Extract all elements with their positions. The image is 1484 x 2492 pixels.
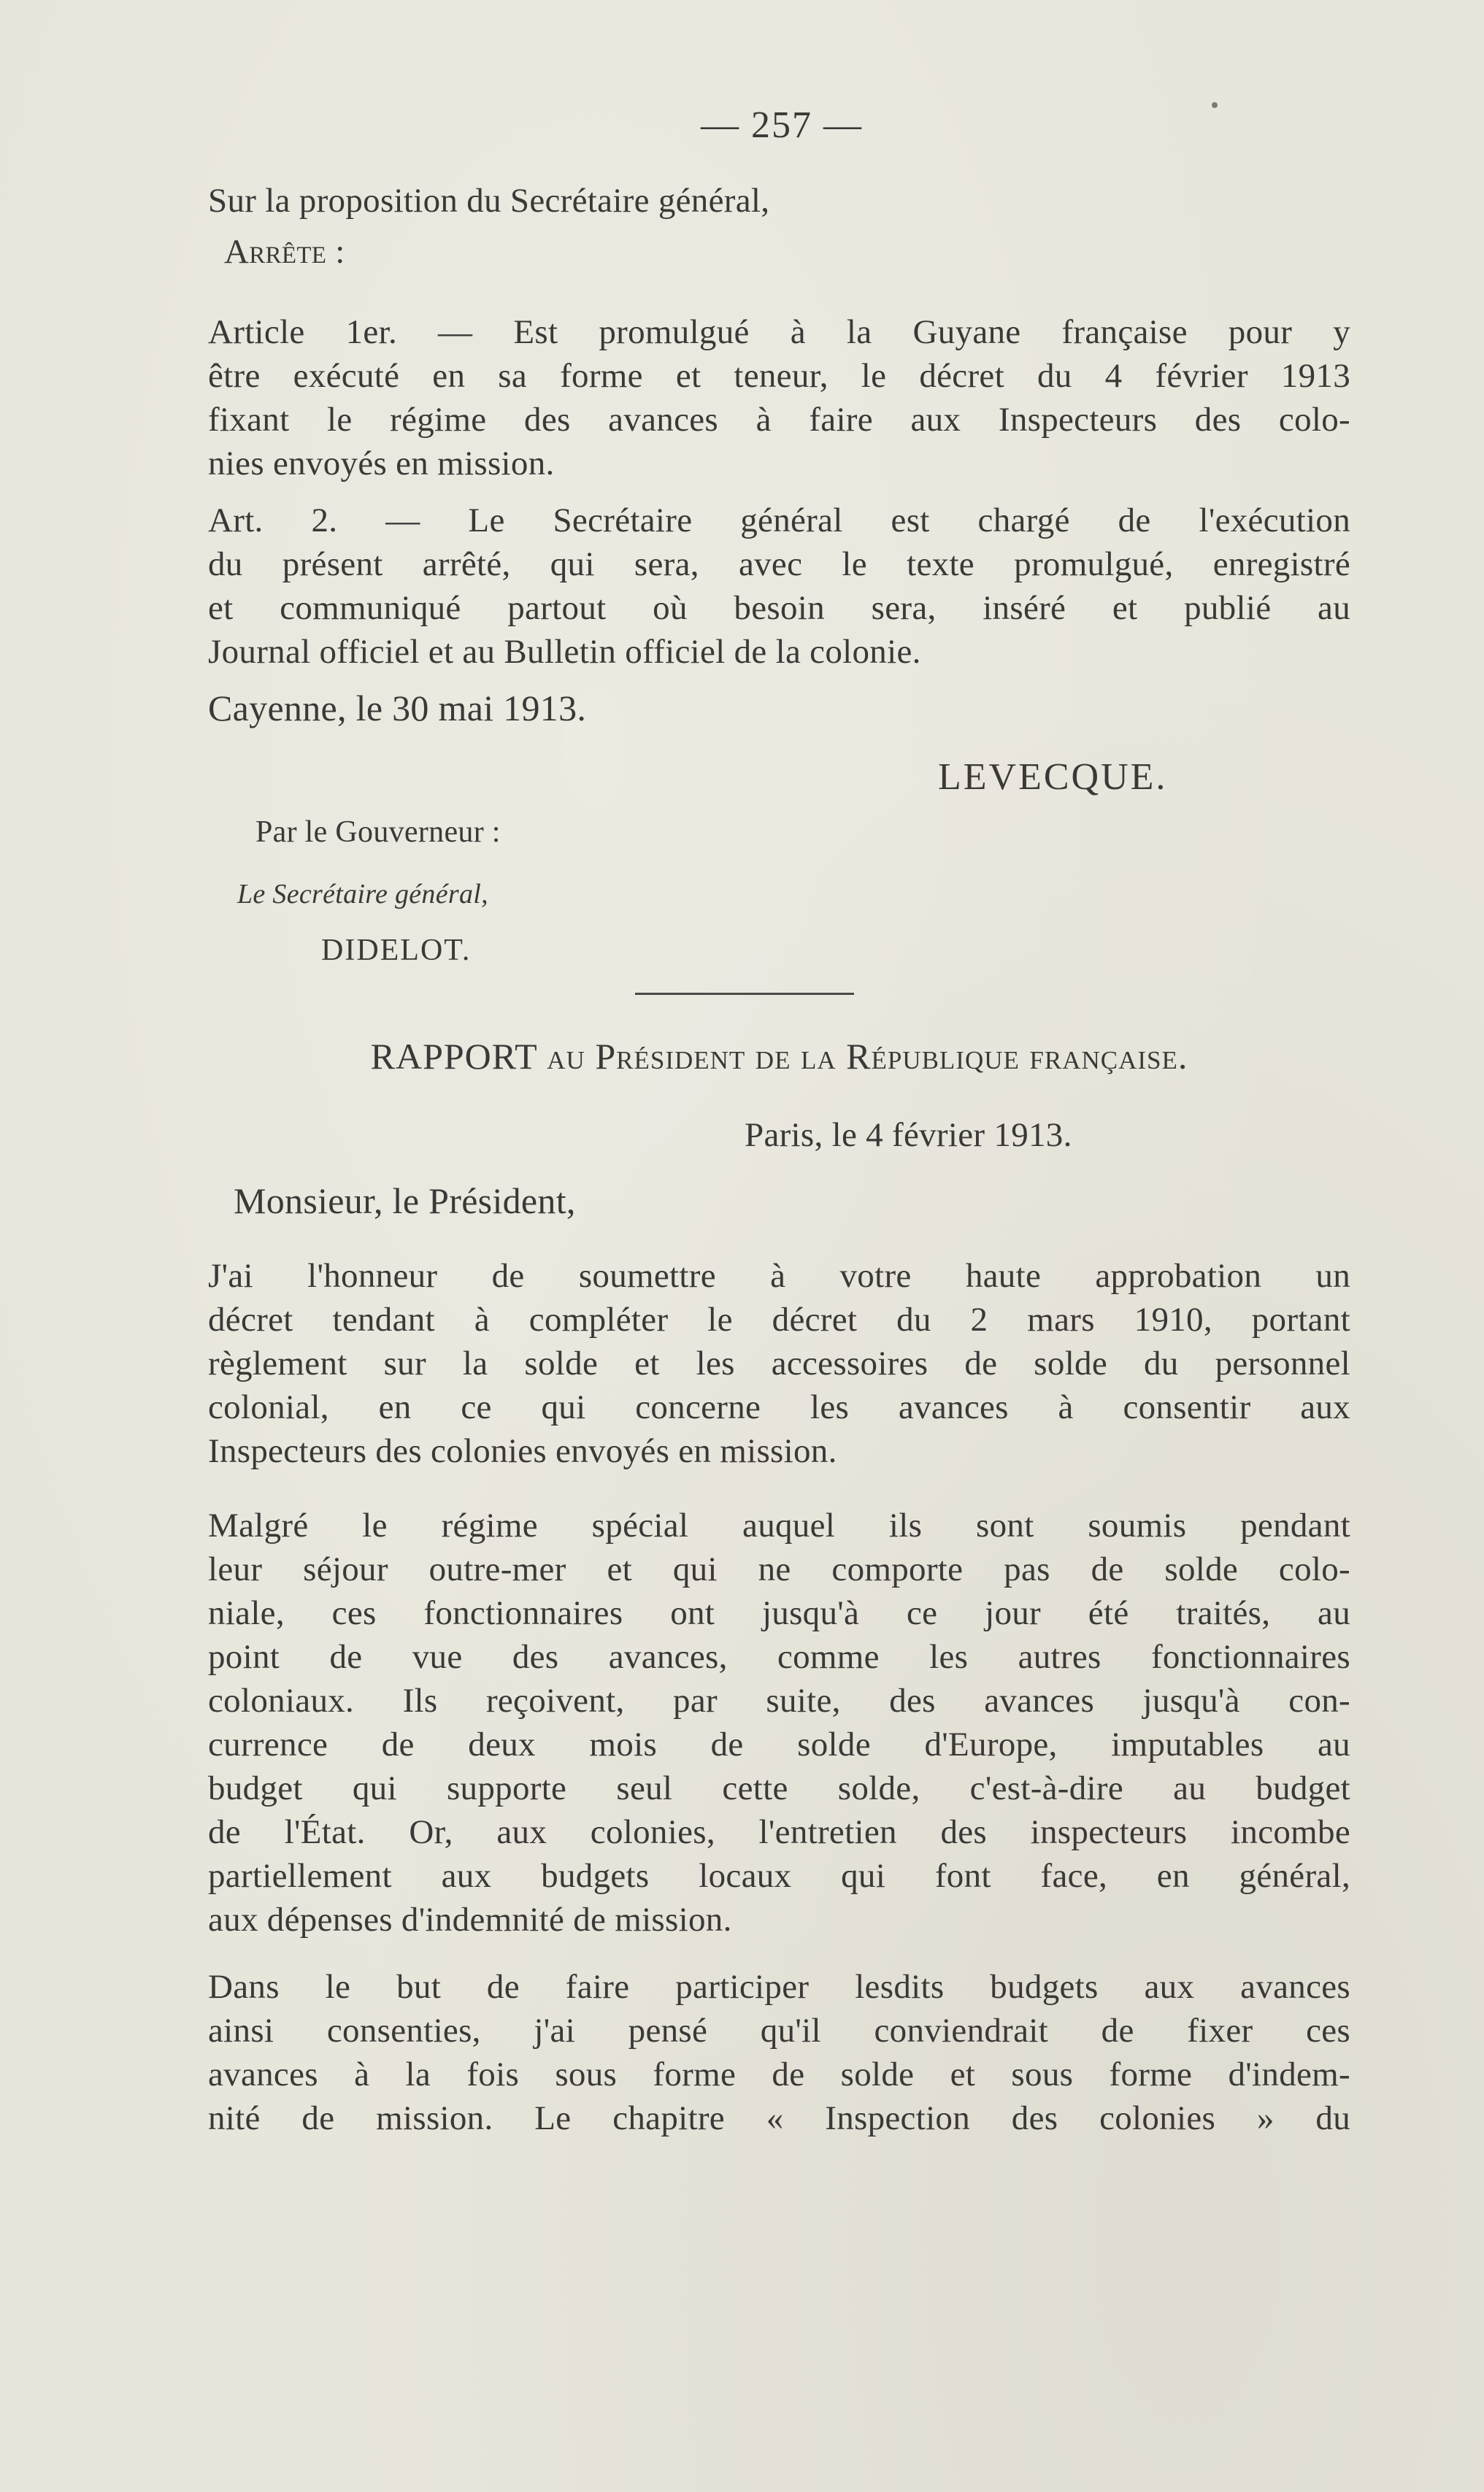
secretary-name: DIDELOT. — [321, 934, 472, 967]
decree-signatory: LEVECQUE. — [938, 756, 1168, 798]
decree-preamble: Sur la proposition du Secrétaire général, — [208, 182, 770, 220]
report-title: RAPPORT au Président de la République française. — [370, 1036, 1188, 1077]
paragraph1-line: Inspecteurs des colonies envoyés en mission. — [208, 1432, 837, 1470]
paragraph2-line: aux dépenses d'indemnité de mission. — [208, 1901, 732, 1939]
paragraph1-line: règlement sur la solde et les accessoires de solde du personnel — [208, 1345, 1350, 1382]
paragraph2-line: point de vue des avances, comme les autres fonctionnaires — [208, 1638, 1350, 1676]
paragraph2-line: currence de deux mois de solde d'Europe, imputables au — [208, 1726, 1350, 1764]
paragraph3-line: ainsi consenties, j'ai pensé qu'il conviendrait de fixer ces — [208, 2012, 1350, 2050]
paragraph2-line: de l'État. Or, aux colonies, l'entretien des inspecteurs incombe — [208, 1813, 1350, 1851]
paragraph2-line: Malgré le régime spécial auquel ils sont soumis pendant — [208, 1507, 1350, 1545]
paragraph1-line: décret tendant à compléter le décret du 2 mars 1910, portant — [208, 1301, 1350, 1339]
paragraph2-line: budget qui supporte seul cette solde, c'est-à-dire au budget — [208, 1769, 1350, 1807]
paragraph3-line: avances à la fois sous forme de solde et sous forme d'indem- — [208, 2055, 1350, 2093]
section-divider — [635, 993, 854, 995]
paragraph1-line: J'ai l'honneur de soumettre à votre haute approbation un — [208, 1257, 1350, 1295]
paragraph1-line: colonial, en ce qui concerne les avances à consentir aux — [208, 1388, 1350, 1426]
article2-line: Art. 2. — Le Secrétaire général est chargé de l'exécution — [208, 501, 1350, 539]
paragraph2-line: leur séjour outre-mer et qui ne comporte pas de solde colo- — [208, 1550, 1350, 1588]
page-number: — 257 — — [701, 104, 863, 146]
article2-line: du présent arrêté, qui sera, avec le texte promulgué, enregistré — [208, 545, 1350, 583]
by-governor: Par le Gouverneur : — [255, 815, 501, 849]
article2-line: Journal officiel et au Bulletin officiel de la colonie. — [208, 633, 921, 671]
paragraph2-line: niale, ces fonctionnaires ont jusqu'à ce jour été traités, au — [208, 1594, 1350, 1632]
decree-place-date: Cayenne, le 30 mai 1913. — [208, 688, 587, 728]
paragraph3-line: Dans le but de faire participer lesdits budgets aux avances — [208, 1968, 1350, 2006]
article1-line: fixant le régime des avances à faire aux Inspecteurs des colo- — [208, 401, 1350, 439]
article1-line: Article 1er. — Est promulgué à la Guyane française pour y — [208, 313, 1350, 351]
report-place-date: Paris, le 4 février 1913. — [745, 1116, 1072, 1154]
ink-speck — [1212, 102, 1218, 108]
article1-line: être exécuté en sa forme et teneur, le décret du 4 février 1913 — [208, 357, 1350, 395]
paragraph2-line: coloniaux. Ils reçoivent, par suite, des avances jusqu'à con- — [208, 1682, 1350, 1720]
paragraph3-line: nité de mission. Le chapitre « Inspection des colonies » du — [208, 2099, 1350, 2137]
article2-line: et communiqué partout où besoin sera, inséré et publié au — [208, 589, 1350, 627]
paragraph2-line: partiellement aux budgets locaux qui font face, en général, — [208, 1857, 1350, 1895]
article1-line: nies envoyés en mission. — [208, 445, 555, 482]
report-salutation: Monsieur, le Président, — [234, 1180, 576, 1221]
decree-arrete-heading: Arrête : — [224, 233, 345, 271]
secretary-title: Le Secrétaire général, — [237, 879, 488, 909]
